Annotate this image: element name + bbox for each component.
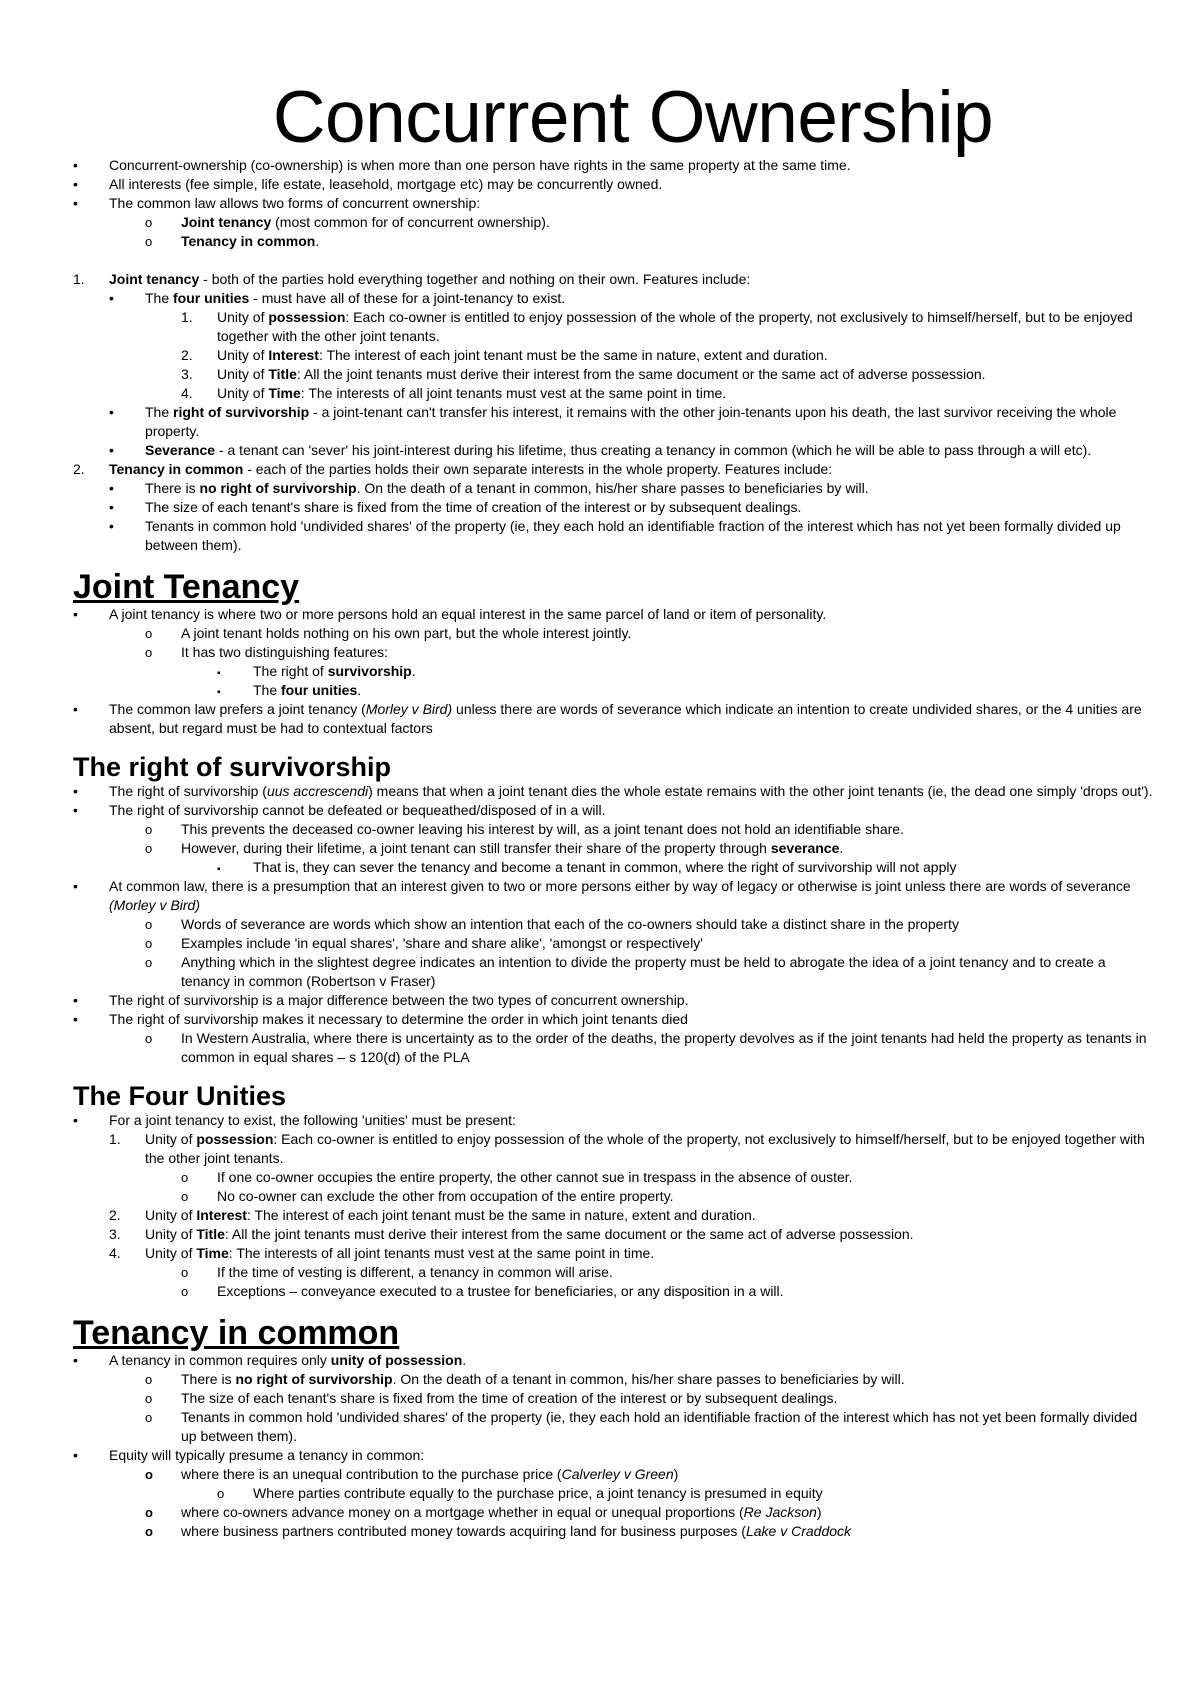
text-run: Unity of bbox=[145, 1226, 197, 1242]
text-run: : The interests of all joint tenants must vest at the same point in time. bbox=[228, 1245, 655, 1261]
list-marker: 1. bbox=[109, 1131, 121, 1147]
text-run: right of survivorship bbox=[173, 404, 310, 420]
text-run: Title bbox=[196, 1226, 225, 1242]
text-run: A joint tenant holds nothing on his own part, but the whole interest jointly. bbox=[181, 625, 632, 641]
survivorship-list bbox=[73, 782, 1153, 1067]
text-run: For a joint tenancy to exist, the following 'unities' must be present: bbox=[109, 1112, 516, 1128]
text-run: Unity of bbox=[217, 385, 269, 401]
text-run: Where parties contribute equally to the purchase price, a joint tenancy is presumed in equity bbox=[253, 1485, 823, 1501]
text-run: The right of survivorship is a major difference between the two types of concurrent ownership. bbox=[109, 992, 689, 1008]
list-item bbox=[73, 270, 1153, 460]
list-marker: o bbox=[145, 1391, 153, 1406]
sub-list bbox=[109, 289, 1153, 460]
sub-list bbox=[145, 820, 1153, 877]
section-heading-four-unities: The Four Unities bbox=[73, 1081, 287, 1111]
bullet-marker bbox=[73, 801, 78, 820]
list-item bbox=[73, 156, 1153, 175]
list-marker: o bbox=[145, 955, 153, 970]
list-item bbox=[109, 1225, 1153, 1244]
list-marker: ▪ bbox=[217, 668, 221, 679]
sub-list bbox=[109, 1130, 1153, 1301]
text-run: Equity will typically presume a tenancy in common: bbox=[109, 1447, 425, 1463]
list-item bbox=[181, 308, 1153, 346]
bullet-marker bbox=[73, 877, 78, 896]
list-item bbox=[73, 1111, 1153, 1301]
text-run: Interest bbox=[268, 347, 319, 363]
list-item bbox=[73, 605, 1153, 700]
list-marker: 3. bbox=[109, 1226, 121, 1242]
text-run: The bbox=[145, 404, 174, 420]
text-run: . bbox=[462, 1352, 467, 1368]
sub-list bbox=[217, 662, 1153, 700]
list-marker: o bbox=[181, 1284, 189, 1299]
list-marker: o bbox=[181, 1265, 189, 1280]
text-run: Re Jackson bbox=[743, 1504, 817, 1520]
list-item bbox=[181, 1168, 1153, 1187]
text-run: no right of survivorship bbox=[235, 1371, 393, 1387]
text-run: It has two distinguishing features: bbox=[181, 644, 389, 660]
sub-list bbox=[181, 1168, 1153, 1206]
list-marker: o bbox=[145, 1505, 153, 1520]
text-run: Unity of bbox=[217, 309, 269, 325]
list-item bbox=[181, 1187, 1153, 1206]
sub-list bbox=[145, 915, 1153, 991]
list-item bbox=[109, 1206, 1153, 1225]
list-item bbox=[109, 441, 1153, 460]
text-run: (Morley v Bird) bbox=[109, 897, 201, 913]
text-run: Calverley v Green bbox=[561, 1466, 674, 1482]
text-run: The size of each tenant's share is fixed from the time of creation of the interest or by subsequent dealings. bbox=[145, 499, 802, 515]
list-marker: o bbox=[145, 1524, 153, 1539]
list-item bbox=[145, 1389, 1153, 1408]
list-marker: 1. bbox=[73, 271, 85, 287]
text-run: . On the death of a tenant in common, his/her share passes to beneficiaries by will. bbox=[356, 480, 869, 496]
bullet-marker bbox=[73, 1446, 78, 1465]
text-run: That is, they can sever the tenancy and become a tenant in common, where the right of survivorship will not apply bbox=[253, 859, 957, 875]
list-item bbox=[145, 624, 1153, 643]
list-item bbox=[181, 1282, 1153, 1301]
list-item bbox=[145, 915, 1153, 934]
list-marker: ▪ bbox=[217, 687, 221, 698]
forms-list bbox=[145, 213, 1153, 251]
text-run: At common law, there is a presumption that an interest given to two or more persons either by way of legacy or otherwise is joint unless there are words of severance bbox=[109, 878, 1131, 894]
text-run: No co-owner can exclude the other from occupation of the entire property. bbox=[217, 1188, 674, 1204]
text-run: : All the joint tenants must derive their interest from the same document or the same act of adverse possession. bbox=[224, 1226, 914, 1242]
text-run: Concurrent-ownership (co-ownership) is when more than one person have rights in the same property at the same time. bbox=[109, 157, 851, 173]
list-item bbox=[181, 346, 1153, 365]
list-item bbox=[145, 1465, 1153, 1503]
bullet-marker bbox=[73, 700, 78, 719]
list-item bbox=[73, 1446, 1153, 1541]
text-run: Unity of bbox=[145, 1245, 197, 1261]
bullet-marker bbox=[73, 156, 78, 175]
list-item bbox=[217, 858, 1153, 877]
bullet-marker bbox=[109, 517, 114, 536]
list-marker: o bbox=[145, 841, 153, 856]
list-marker: o bbox=[145, 1031, 153, 1046]
list-item bbox=[145, 1408, 1153, 1446]
list-item bbox=[145, 820, 1153, 839]
list-item bbox=[109, 403, 1153, 441]
list-item bbox=[73, 801, 1153, 877]
text-run: . bbox=[411, 663, 416, 679]
text-run: where business partners contributed money towards acquiring land for business purposes ( bbox=[181, 1523, 746, 1539]
list-item bbox=[73, 1351, 1153, 1446]
text-run: . bbox=[839, 840, 844, 856]
text-run: Words of severance are words which show an intention that each of the co-owners should take a distinct share in the property bbox=[181, 916, 959, 932]
bullet-marker bbox=[109, 498, 114, 517]
bullet-marker bbox=[73, 991, 78, 1010]
text-run: unless there are words of severance which indicate an intention to create undivided shares, or the 4 unities are absent, but regard must be had to contextual factors bbox=[109, 701, 1142, 736]
text-run: . On the death of a tenant in common, his/her share passes to beneficiaries by will. bbox=[392, 1371, 905, 1387]
bullet-marker bbox=[73, 1111, 78, 1130]
sub-list bbox=[145, 1370, 1153, 1446]
text-run: severance bbox=[770, 840, 840, 856]
text-run: Examples include 'in equal shares', 'share and share alike', 'amongst or respectively' bbox=[181, 935, 703, 951]
text-run: : Each co-owner is entitled to enjoy possession of the whole of the property, not exclusively to himself/herself, but to be enjoyed together with the other joint tenants. bbox=[145, 1131, 1145, 1166]
list-item bbox=[109, 479, 1153, 498]
bullet-marker bbox=[73, 605, 78, 624]
text-run: The right of survivorship makes it necessary to determine the order in which joint tenants died bbox=[109, 1011, 688, 1027]
list-item bbox=[73, 1010, 1153, 1067]
list-marker: o bbox=[145, 215, 153, 230]
text-run: uus accrescendi bbox=[266, 783, 369, 799]
list-item bbox=[73, 877, 1153, 991]
bullet-marker bbox=[109, 479, 114, 498]
text-run: A joint tenancy is where two or more persons hold an equal interest in the same parcel of land or item of personality. bbox=[109, 606, 827, 622]
text-run: ) means that when a joint tenant dies the whole estate remains with the other joint tenants (ie, the dead one simply 'drops out'). bbox=[368, 783, 1153, 799]
list-marker: o bbox=[145, 645, 153, 660]
text-run: : All the joint tenants must derive their interest from the same document or the same act of adverse possession. bbox=[296, 366, 986, 382]
text-run: - must have all of these for a joint-tenancy to exist. bbox=[249, 290, 566, 306]
list-item bbox=[181, 365, 1153, 384]
text-run: Unity of bbox=[145, 1131, 197, 1147]
list-marker: o bbox=[145, 822, 153, 837]
text-run: . bbox=[357, 682, 362, 698]
text-run: The right of survivorship ( bbox=[109, 783, 267, 799]
sub-list bbox=[217, 1484, 1153, 1503]
joint-tenancy-list bbox=[73, 605, 1153, 738]
list-marker: 3. bbox=[181, 366, 193, 382]
text-run: - both of the parties hold everything together and nothing on their own. Features include: bbox=[199, 271, 751, 287]
sub-list bbox=[145, 1465, 1153, 1541]
text-run: Unity of bbox=[145, 1207, 197, 1223]
sub-list bbox=[181, 308, 1153, 403]
list-item bbox=[73, 175, 1153, 194]
list-item bbox=[217, 681, 1153, 700]
intro-list bbox=[73, 156, 1153, 251]
list-item bbox=[145, 934, 1153, 953]
document-body bbox=[73, 77, 1153, 1541]
list-item bbox=[109, 1130, 1153, 1206]
text-run: The common law prefers a joint tenancy ( bbox=[109, 701, 366, 717]
text-run: Unity of bbox=[217, 366, 269, 382]
text-run: Anything which in the slightest degree indicates an intention to divide the property must be held to abrogate the idea of a joint tenancy and to create a tenancy in common (Robertson v Fraser) bbox=[181, 954, 1106, 989]
list-item bbox=[109, 498, 1153, 517]
four-unities-list bbox=[73, 1111, 1153, 1301]
bullet-marker bbox=[73, 194, 78, 213]
text-run: four unities bbox=[173, 290, 250, 306]
list-marker: o bbox=[145, 936, 153, 951]
list-item bbox=[145, 1522, 1153, 1541]
text-run: possession bbox=[268, 309, 346, 325]
text-run: Tenancy in common bbox=[109, 461, 244, 477]
list-item bbox=[145, 213, 1153, 232]
text-run: Time bbox=[268, 385, 301, 401]
text-run: Morley v Bird) bbox=[365, 701, 453, 717]
bullet-marker bbox=[73, 782, 78, 801]
text-run: In Western Australia, where there is uncertainty as to the order of the deaths, the property devolves as if the joint tenants had held the property as tenants in common in equal shares – s 120(d) of the PLA bbox=[181, 1030, 1147, 1065]
text-run: ) bbox=[816, 1504, 822, 1520]
list-item bbox=[145, 953, 1153, 991]
list-marker: o bbox=[181, 1189, 189, 1204]
list-marker: o bbox=[145, 1467, 153, 1482]
list-marker: 2. bbox=[109, 1207, 121, 1223]
text-run: However, during their lifetime, a joint tenant can still transfer their share of the property through bbox=[181, 840, 771, 856]
list-item bbox=[145, 643, 1153, 700]
text-run: Title bbox=[268, 366, 297, 382]
text-run: Tenants in common hold 'undivided shares' of the property (ie, they each hold an identifiable fraction of the interest which has not yet been formally divided up between them). bbox=[181, 1409, 1138, 1444]
text-run: The bbox=[145, 290, 174, 306]
text-run: - each of the parties holds their own separate interests in the whole property. Features include: bbox=[243, 461, 833, 477]
bullet-marker bbox=[73, 1010, 78, 1029]
sub-list bbox=[145, 1029, 1153, 1067]
section-heading-survivorship: The right of survivorship bbox=[73, 752, 392, 782]
list-item bbox=[73, 782, 1153, 801]
bullet-marker bbox=[109, 289, 114, 308]
text-run: where co-owners advance money on a mortgage whether in equal or unequal proportions ( bbox=[181, 1504, 744, 1520]
text-run: Tenancy in common bbox=[181, 233, 316, 249]
text-run: The size of each tenant's share is fixed from the time of creation of the interest or by subsequent dealings. bbox=[181, 1390, 838, 1406]
text-run: no right of survivorship bbox=[199, 480, 357, 496]
text-run: : The interests of all joint tenants must vest at the same point in time. bbox=[300, 385, 727, 401]
text-run: Unity of bbox=[217, 347, 269, 363]
list-marker: o bbox=[145, 626, 153, 641]
list-marker: o bbox=[145, 917, 153, 932]
list-item bbox=[73, 700, 1153, 738]
text-run: . bbox=[315, 233, 320, 249]
bullet-marker bbox=[109, 403, 114, 422]
text-run: This prevents the deceased co-owner leaving his interest by will, as a joint tenant does not hold an identifiable share. bbox=[181, 821, 904, 837]
list-item bbox=[181, 1263, 1153, 1282]
text-run: survivorship bbox=[327, 663, 412, 679]
text-run: Time bbox=[196, 1245, 229, 1261]
text-run: : Each co-owner is entitled to enjoy possession of the whole of the property, not exclusively to himself/herself, but to be enjoyed together with the other joint tenants. bbox=[217, 309, 1133, 344]
numbered-list bbox=[73, 270, 1153, 555]
text-run: Lake v Craddock bbox=[745, 1523, 852, 1539]
list-marker: 2. bbox=[73, 461, 85, 477]
text-run: The bbox=[253, 682, 282, 698]
text-run: Severance bbox=[145, 442, 216, 458]
text-run: The common law allows two forms of concurrent ownership: bbox=[109, 195, 481, 211]
text-run: (most common for of concurrent ownership). bbox=[271, 214, 550, 230]
tenancy-common-list bbox=[73, 1351, 1153, 1541]
list-marker: 4. bbox=[109, 1245, 121, 1261]
text-run: Joint tenancy bbox=[181, 214, 272, 230]
list-item bbox=[145, 1503, 1153, 1522]
list-marker: 2. bbox=[181, 347, 193, 363]
text-run: If the time of vesting is different, a tenancy in common will arise. bbox=[217, 1264, 613, 1280]
text-run: unity of possession bbox=[330, 1352, 463, 1368]
sub-list bbox=[181, 1263, 1153, 1301]
list-marker: o bbox=[181, 1170, 189, 1185]
text-run: Tenants in common hold 'undivided shares' of the property (ie, they each hold an identifiable fraction of the interest which has not yet been formally divided up between them). bbox=[145, 518, 1121, 553]
document-title: Concurrent Ownership bbox=[272, 77, 994, 158]
bullet-marker bbox=[73, 1351, 78, 1370]
list-item bbox=[145, 839, 1153, 877]
list-marker: o bbox=[217, 1486, 225, 1501]
text-run: There is bbox=[145, 480, 200, 496]
bullet-marker bbox=[109, 441, 114, 460]
list-item bbox=[181, 384, 1153, 403]
list-marker: o bbox=[145, 1372, 153, 1387]
text-run: possession bbox=[196, 1131, 274, 1147]
sub-list bbox=[145, 624, 1153, 700]
text-run: Exceptions – conveyance executed to a trustee for beneficiaries, or any disposition in a will. bbox=[217, 1283, 784, 1299]
text-run: four unities bbox=[281, 682, 358, 698]
list-marker: ▪ bbox=[217, 864, 221, 875]
text-run: There is bbox=[181, 1371, 236, 1387]
sub-list bbox=[109, 479, 1153, 555]
list-item bbox=[145, 1029, 1153, 1067]
list-marker: o bbox=[145, 234, 153, 249]
text-run: where there is an unequal contribution to the purchase price ( bbox=[181, 1466, 562, 1482]
list-item bbox=[145, 232, 1153, 251]
text-run: A tenancy in common requires only bbox=[109, 1352, 331, 1368]
text-run: The right of survivorship cannot be defeated or bequeathed/disposed of in a will. bbox=[109, 802, 606, 818]
text-run: : The interest of each joint tenant must be the same in nature, extent and duration. bbox=[246, 1207, 756, 1223]
list-marker: 4. bbox=[181, 385, 193, 401]
list-item bbox=[217, 1484, 1153, 1503]
text-run: - a tenant can 'sever' his joint-interest during his lifetime, thus creating a tenancy in common (which he will be able to pass through a will etc). bbox=[215, 442, 1092, 458]
sub-list bbox=[217, 858, 1153, 877]
list-item bbox=[109, 1244, 1153, 1301]
list-item bbox=[109, 517, 1153, 555]
text-run: ) bbox=[673, 1466, 679, 1482]
list-item bbox=[73, 991, 1153, 1010]
text-run: - a joint-tenant can't transfer his interest, it remains with the other join-tenants upon his death, the last survivor receiving the whole property. bbox=[145, 404, 1117, 439]
section-heading-joint-tenancy: Joint Tenancy bbox=[73, 568, 300, 606]
list-marker: 1. bbox=[181, 309, 193, 325]
list-item bbox=[217, 662, 1153, 681]
text-run: : The interest of each joint tenant must be the same in nature, extent and duration. bbox=[318, 347, 828, 363]
text-run: The right of bbox=[253, 663, 328, 679]
text-run: Interest bbox=[196, 1207, 247, 1223]
text-run: Joint tenancy bbox=[109, 271, 200, 287]
text-run: All interests (fee simple, life estate, leasehold, mortgage etc) may be concurrently owned. bbox=[109, 176, 663, 192]
list-item bbox=[73, 194, 1153, 251]
list-marker: o bbox=[145, 1410, 153, 1425]
list-item bbox=[73, 460, 1153, 555]
list-item bbox=[109, 289, 1153, 403]
text-run: If one co-owner occupies the entire property, the other cannot sue in trespass in the absence of ouster. bbox=[217, 1169, 853, 1185]
bullet-marker bbox=[73, 175, 78, 194]
section-heading-tenancy-in-common: Tenancy in common bbox=[73, 1314, 400, 1352]
list-item bbox=[145, 1370, 1153, 1389]
